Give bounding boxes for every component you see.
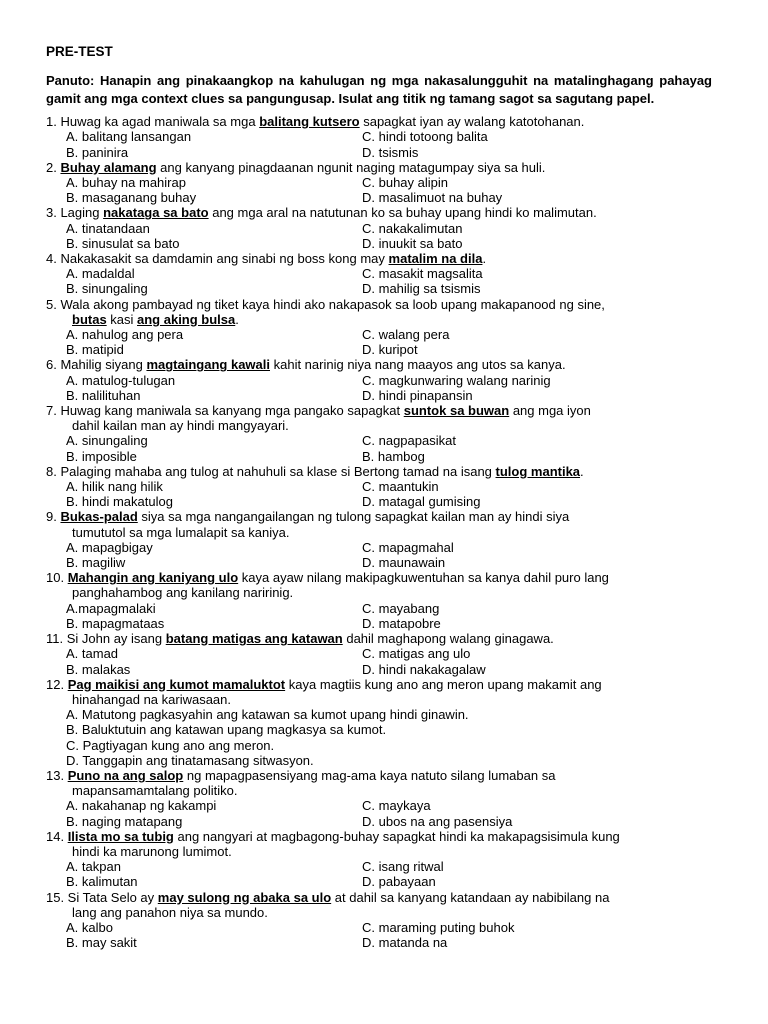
stem-text: 11. Si John ay isang	[46, 631, 166, 647]
answer-option-row	[46, 935, 712, 950]
question-stem-continued	[46, 905, 712, 920]
answer-option: D. pabayaan	[362, 874, 436, 890]
answer-option: D. inuukit sa bato	[362, 235, 463, 251]
answer-option-row	[46, 479, 712, 494]
stem-text: dahil kailan man ay hindi mangyayari.	[72, 418, 289, 434]
answer-option: A. madaldal	[66, 266, 135, 282]
question-stem	[46, 403, 712, 418]
answer-option: D. hindi pinapansin	[362, 387, 473, 403]
answer-option: C. masakit magsalita	[362, 266, 483, 282]
answer-option: B. nalilituhan	[66, 387, 141, 403]
question-8	[46, 464, 712, 510]
answer-option-row	[46, 221, 712, 236]
directions-label: Panuto:	[46, 73, 95, 88]
answer-option: B. malakas	[66, 661, 131, 677]
stem-text: 6. Mahilig siyang	[46, 357, 147, 373]
answer-option: B. imposible	[66, 448, 137, 464]
stem-text: 4. Nakakasakit sa damdamin ang sinabi ng boss kong may	[46, 251, 389, 267]
stem-text: .	[482, 251, 487, 267]
stem-text: 8. Palaging mahaba ang tulog at nahuhuli sa klase si Bertong tamad na isang	[46, 463, 496, 479]
answer-option: A. balitang lansangan	[66, 129, 192, 145]
answer-option: B. paninira	[66, 144, 129, 160]
answer-option: C. isang ritwal	[362, 859, 444, 875]
stem-text: 3. Laging	[46, 205, 104, 221]
stem-text: 9.	[46, 509, 61, 525]
answer-option: D. Tanggapin ang tinatamasang sitwasyon.	[66, 752, 314, 768]
question-stem	[46, 297, 712, 312]
answer-option: D. ubos na ang pasensiya	[362, 813, 513, 829]
idiom-underlined: suntok sa buwan	[403, 403, 510, 419]
answer-option-row	[46, 920, 712, 935]
answer-option-row	[46, 388, 712, 403]
question-1	[46, 114, 712, 160]
answer-option: A.mapagmalaki	[66, 600, 156, 616]
idiom-underlined: nakataga sa bato	[103, 205, 209, 221]
idiom-underlined: may sulong ng abaka sa ulo	[157, 889, 332, 905]
idiom-underlined: batang matigas ang katawan	[165, 631, 343, 647]
stem-text: ang mga aral na natutunan ko sa buhay upang hindi ko malimutan.	[208, 205, 597, 221]
question-stem	[46, 251, 712, 266]
answer-option-row	[46, 814, 712, 829]
directions-text: Hanapin ang pinakaangkop na kahulugan ng mga nakasalungguhit na matalinghagang pahayag gamit ang mga context clues sa pangungusap. Isulat ang titik ng tamang sagot sa sagutang papel.	[46, 73, 712, 106]
answer-option-row	[46, 449, 712, 464]
question-stem-continued	[46, 525, 712, 540]
answer-option: C. Pagtiyagan kung ano ang meron.	[66, 737, 275, 753]
stem-text: 12.	[46, 676, 68, 692]
answer-option: C. mayabang	[362, 600, 440, 616]
question-stem-continued	[46, 418, 712, 433]
idiom-underlined: Puno na ang salop	[67, 767, 184, 783]
idiom-underlined: ang aking bulsa	[137, 311, 236, 327]
question-stem	[46, 509, 712, 524]
answer-option: A. nahulog ang pera	[66, 327, 184, 343]
question-9	[46, 509, 712, 570]
answer-option: C. maantukin	[362, 479, 439, 495]
answer-option: B. sinusulat sa bato	[66, 235, 180, 251]
answer-option: A. mapagbigay	[66, 539, 153, 555]
answer-option: A. hilik nang hilik	[66, 479, 163, 495]
answer-option: B. naging matapang	[66, 813, 183, 829]
stem-text: lang ang panahon niya sa mundo.	[72, 904, 268, 920]
worksheet-page	[46, 36, 712, 950]
answer-option: A. kalbo	[66, 919, 113, 935]
question-10	[46, 570, 712, 631]
idiom-underlined: Buhay alamang	[60, 159, 157, 175]
question-stem	[46, 570, 712, 585]
stem-text: sapagkat iyan ay walang katotohanan.	[359, 114, 585, 130]
question-stem	[46, 114, 712, 129]
answer-option-row	[46, 342, 712, 357]
question-stem	[46, 768, 712, 783]
answer-option: C. magkunwaring walang narinig	[362, 372, 551, 388]
question-stem	[46, 829, 712, 844]
answer-option-row	[46, 646, 712, 661]
answer-option: A. takpan	[66, 859, 121, 875]
stem-text: hinahangad na kariwasaan.	[72, 691, 232, 707]
stem-text: .	[580, 463, 584, 479]
question-stem	[46, 464, 712, 479]
idiom-underlined: magtaingang kawali	[146, 357, 270, 373]
idiom-underlined: matalim na dila	[388, 251, 483, 267]
question-12	[46, 677, 712, 768]
answer-option: C. mapagmahal	[362, 539, 454, 555]
question-3	[46, 205, 712, 251]
answer-option: D. kuripot	[362, 342, 418, 358]
idiom-underlined: Mahangin ang kaniyang ulo	[67, 570, 239, 586]
answer-option: C. maykaya	[362, 798, 431, 814]
answer-option-row	[46, 175, 712, 190]
answer-option-row	[46, 540, 712, 555]
answer-option: D. matapobre	[362, 615, 441, 631]
answer-option: B. sinungaling	[66, 281, 148, 297]
answer-option-row	[46, 129, 712, 144]
question-stem	[46, 205, 712, 220]
directions	[46, 72, 712, 107]
stem-text: 13.	[46, 767, 68, 783]
answer-option: C. matigas ang ulo	[362, 646, 471, 662]
answer-option: B. may sakit	[66, 935, 137, 951]
answer-option-row	[46, 662, 712, 677]
answer-option: A. matulog-tulugan	[66, 372, 176, 388]
stem-text: 15. Si Tata Selo ay	[46, 889, 158, 905]
question-4	[46, 251, 712, 297]
question-stem-continued	[46, 585, 712, 600]
question-list	[46, 114, 712, 950]
answer-option-row	[46, 555, 712, 570]
stem-text: ng mapagpasensiyang mag-ama kaya natuto silang lumaban sa	[183, 767, 556, 783]
stem-text: at dahil sa kanyang katandaan ay nabibilang na	[331, 889, 610, 905]
answer-option-row	[46, 433, 712, 448]
question-stem	[46, 677, 712, 692]
answer-option-row	[46, 190, 712, 205]
idiom-underlined: butas	[72, 311, 107, 327]
answer-option: C. nakakalimutan	[362, 220, 463, 236]
answer-option: A. Matutong pagkasyahin ang katawan sa kumot upang hindi ginawin.	[66, 707, 469, 723]
answer-option: D. masalimuot na buhay	[362, 190, 503, 206]
answer-option: A. tinatandaan	[66, 220, 150, 236]
question-stem-continued	[46, 844, 712, 859]
stem-text: kaya magtiis kung ano ang meron upang makamit ang	[285, 676, 602, 692]
answer-option: B. kalimutan	[66, 874, 138, 890]
stem-text: siya sa mga nangangailangan ng tulong sapagkat kailan man ay hindi siya	[137, 509, 570, 525]
stem-text: tumututol sa mga lumalapit sa kaniya.	[72, 524, 290, 540]
question-stem	[46, 631, 712, 646]
stem-text: 1. Huwag ka agad maniwala sa mga	[46, 114, 260, 130]
answer-option: D. matagal gumising	[362, 494, 481, 510]
answer-option-row	[46, 601, 712, 616]
answer-option: D. matanda na	[362, 935, 448, 951]
answer-option: C. walang pera	[362, 327, 450, 343]
question-7	[46, 403, 712, 464]
answer-option: D. mahilig sa tsismis	[362, 281, 481, 297]
answer-option-row	[46, 266, 712, 281]
stem-text: 10.	[46, 570, 68, 586]
question-stem-continued	[46, 312, 712, 327]
answer-option: D. tsismis	[362, 144, 419, 160]
question-11	[46, 631, 712, 677]
answer-option: A. buhay na mahirap	[66, 175, 186, 190]
stem-text: .	[235, 311, 239, 327]
answer-option: B. magiliw	[66, 555, 126, 571]
answer-option: B. hambog	[362, 448, 425, 464]
stem-text: kasi	[106, 311, 138, 327]
answer-option: D. maunawain	[362, 555, 446, 571]
question-5	[46, 297, 712, 358]
answer-option-row	[46, 327, 712, 342]
stem-text: ang mga iyon	[509, 403, 591, 419]
question-15	[46, 890, 712, 951]
question-stem-continued	[46, 783, 712, 798]
stem-text: 5. Wala akong pambayad ng tiket kaya hindi ako nakapasok sa loob upang makapanood ng sine,	[46, 296, 605, 312]
answer-option-row	[46, 281, 712, 296]
answer-option: B. masaganang buhay	[66, 190, 197, 206]
answer-option: C. nagpapasikat	[362, 433, 456, 449]
idiom-underlined: Bukas-palad	[60, 509, 138, 525]
idiom-underlined: Pag maikisi ang kumot mamaluktot	[67, 676, 286, 692]
stem-text: panghahambog ang kanilang naririnig.	[72, 585, 294, 601]
answer-option-row	[46, 373, 712, 388]
answer-option: C. hindi totoong balita	[362, 129, 488, 145]
idiom-underlined: Ilista mo sa tubig	[67, 828, 174, 844]
stem-text: dahil maghapong walang ginagawa.	[342, 631, 554, 647]
question-2	[46, 160, 712, 206]
question-stem	[46, 160, 712, 175]
answer-option-row	[46, 145, 712, 160]
answer-option-row	[46, 494, 712, 509]
stem-text: kaya ayaw nilang makipagkuwentuhan sa kanya dahil puro lang	[238, 570, 609, 586]
question-13	[46, 768, 712, 829]
answer-option: B. matipid	[66, 342, 124, 358]
answer-option: B. mapagmataas	[66, 615, 165, 631]
stem-text: hindi ka marunong lumimot.	[72, 843, 232, 859]
answer-option-row	[46, 859, 712, 874]
answer-option: D. hindi nakakagalaw	[362, 661, 486, 677]
idiom-underlined: tulog mantika	[495, 463, 581, 479]
answer-option: C. buhay alipin	[362, 175, 448, 190]
answer-option: B. hindi makatulog	[66, 494, 173, 510]
question-stem	[46, 357, 712, 372]
stem-text: 14.	[46, 828, 68, 844]
question-6	[46, 357, 712, 403]
answer-option: B. Baluktutuin ang katawan upang magkasya sa kumot.	[66, 722, 387, 738]
page-title: PRE-TEST	[46, 44, 113, 59]
answer-option: A. tamad	[66, 646, 119, 662]
question-14	[46, 829, 712, 890]
stem-text: ang nangyari at magbagong-buhay sapagkat hindi ka makapagsisimula kung	[173, 828, 620, 844]
stem-text: kahit narinig niya nang maayos ang utos sa kanya.	[270, 357, 566, 373]
answer-option-row	[46, 874, 712, 889]
stem-text: mapansamamtalang politiko.	[72, 783, 238, 799]
answer-option-row	[46, 236, 712, 251]
question-stem-continued	[46, 692, 712, 707]
answer-option: A. sinungaling	[66, 433, 148, 449]
answer-option-row	[46, 616, 712, 631]
answer-option: C. maraming puting buhok	[362, 919, 515, 935]
stem-text: 7. Huwag kang maniwala sa kanyang mga pangako sapagkat	[46, 403, 404, 419]
stem-text: ang kanyang pinagdaanan ngunit naging matagumpay siya sa huli.	[156, 159, 546, 175]
question-stem	[46, 890, 712, 905]
answer-option: A. nakahanap ng kakampi	[66, 798, 217, 814]
idiom-underlined: balitang kutsero	[259, 114, 360, 130]
answer-option-row	[46, 798, 712, 813]
stem-text: 2.	[46, 159, 61, 175]
